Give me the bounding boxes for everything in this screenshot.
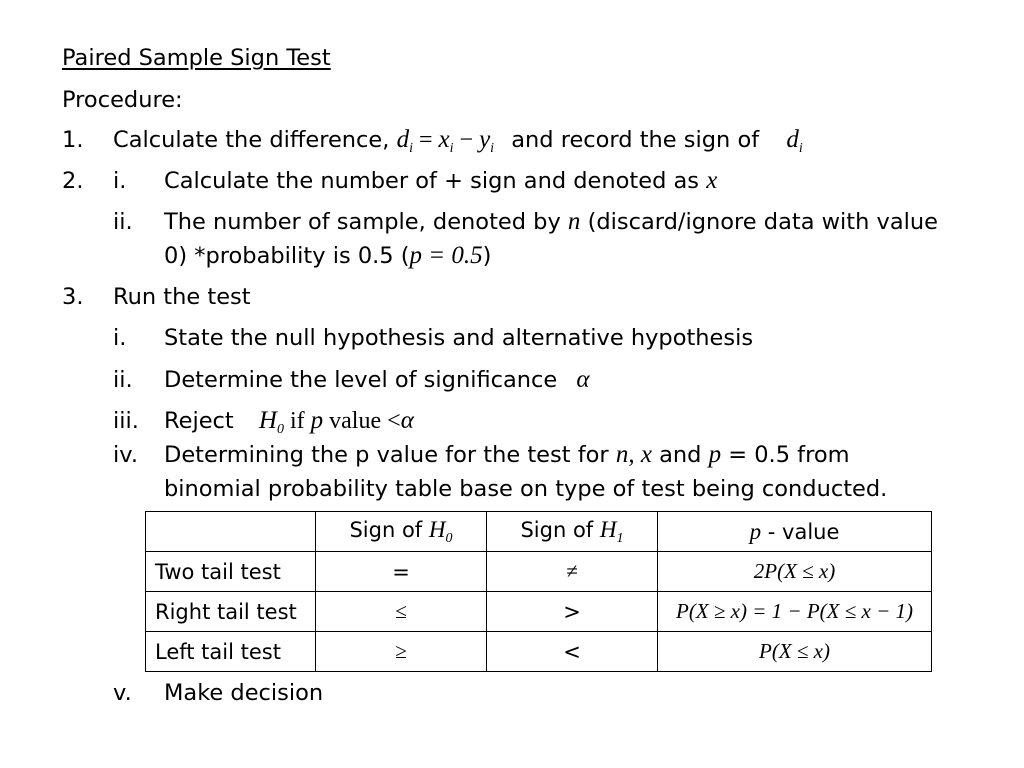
table-cell-h1-sign: > [487,592,658,632]
step-2-i-text: Calculate the number of + sign and denoted as [164,168,700,194]
step-3-iv-and: and [659,442,702,468]
step-3-iii-text: Reject [164,408,234,434]
step-1-line [113,126,803,163]
table-cell-pvalue: 2P(X ≤ x) [658,552,932,592]
table-row [146,632,932,672]
step-1-text: Calculate the difference, [113,127,390,153]
table-row [146,592,932,632]
probability-formula: p = 0.5 [409,242,483,269]
step-3-v-text: Make decision [164,680,324,706]
step-3-iv-line-2: binomial probability table base on type of test being conducted. [164,476,888,502]
procedure-label: Procedure: [62,87,183,113]
step-3-iii-roman: iii. [113,408,139,434]
step-2-ii-text-after: (discard/ignore data with value [587,209,938,235]
table-header-h0: Sign of $H_0$ [316,512,487,552]
step-3-ii-text: Determine the level of significance [164,367,558,393]
step-3-iv-roman: iv. [113,442,138,468]
sign-test-table [145,511,932,672]
step-3-iii-line [164,407,414,444]
step-2-i-line [164,167,717,195]
table-cell-h0-sign: ≥ [316,632,487,672]
step-2-ii-line-2-text: 0) *probability is 0.5 ( [164,243,410,269]
step-2-i-variable: x [706,167,718,194]
step-3-ii-line [164,366,590,394]
sign-variable: $d_i$ [786,126,803,156]
step-3-ii-roman: ii. [113,367,133,393]
difference-formula: $d_i = x_i - y_i$ [396,126,495,156]
step-3-iv-line [164,441,850,469]
step-3-iv-text: Determining the p value for the test for [164,442,609,468]
step-3-iv-p: p [708,441,722,468]
table-cell-h1-sign: < [487,632,658,672]
step-3-number: 3. [62,284,84,310]
step-2-ii-line-2-close: ) [482,243,492,269]
step-3-i-roman: i. [113,325,127,351]
table-cell-pvalue: P(X ≥ x) = 1 − P(X ≤ x − 1) [658,592,932,632]
step-1-text-after: and record the sign of [511,127,760,153]
table-row-label: Right tail test [146,592,316,632]
step-2-i-roman: i. [113,168,127,194]
step-2-number: 2. [62,168,84,194]
table-header-row [146,512,932,552]
table-header-h1: Sign of $H_1$ [487,512,658,552]
step-3-v-roman: v. [113,680,132,706]
table-cell-h1-sign: ≠ [487,552,658,592]
step-2-ii-line [164,208,938,236]
step-3-iv-variables: n, x [615,441,652,468]
step-3-iv-text-after: = 0.5 from [728,442,850,468]
table-row-label: Left tail test [146,632,316,672]
step-3-i-text: State the null hypothesis and alternative hypothesis [164,325,754,351]
step-2-ii-line-2 [164,242,491,270]
step-1-number: 1. [62,127,84,153]
step-2-ii-variable: n [567,208,581,235]
table-cell-h0-sign: ≤ [316,592,487,632]
table-cell-pvalue: P(X ≤ x) [658,632,932,672]
step-2-ii-text: The number of sample, denoted by [164,209,561,235]
table-row-label: Two tail test [146,552,316,592]
reject-rule: $H_0$ if p value <α [258,407,414,437]
step-2-ii-roman: ii. [113,209,133,235]
slide-title: Paired Sample Sign Test [62,45,331,71]
table-header-empty [146,512,316,552]
table-cell-h0-sign: = [316,552,487,592]
alpha-symbol: α [576,366,590,393]
table-header-pvalue: p - value [658,512,932,552]
step-3-text: Run the test [113,284,251,310]
table-row [146,552,932,592]
